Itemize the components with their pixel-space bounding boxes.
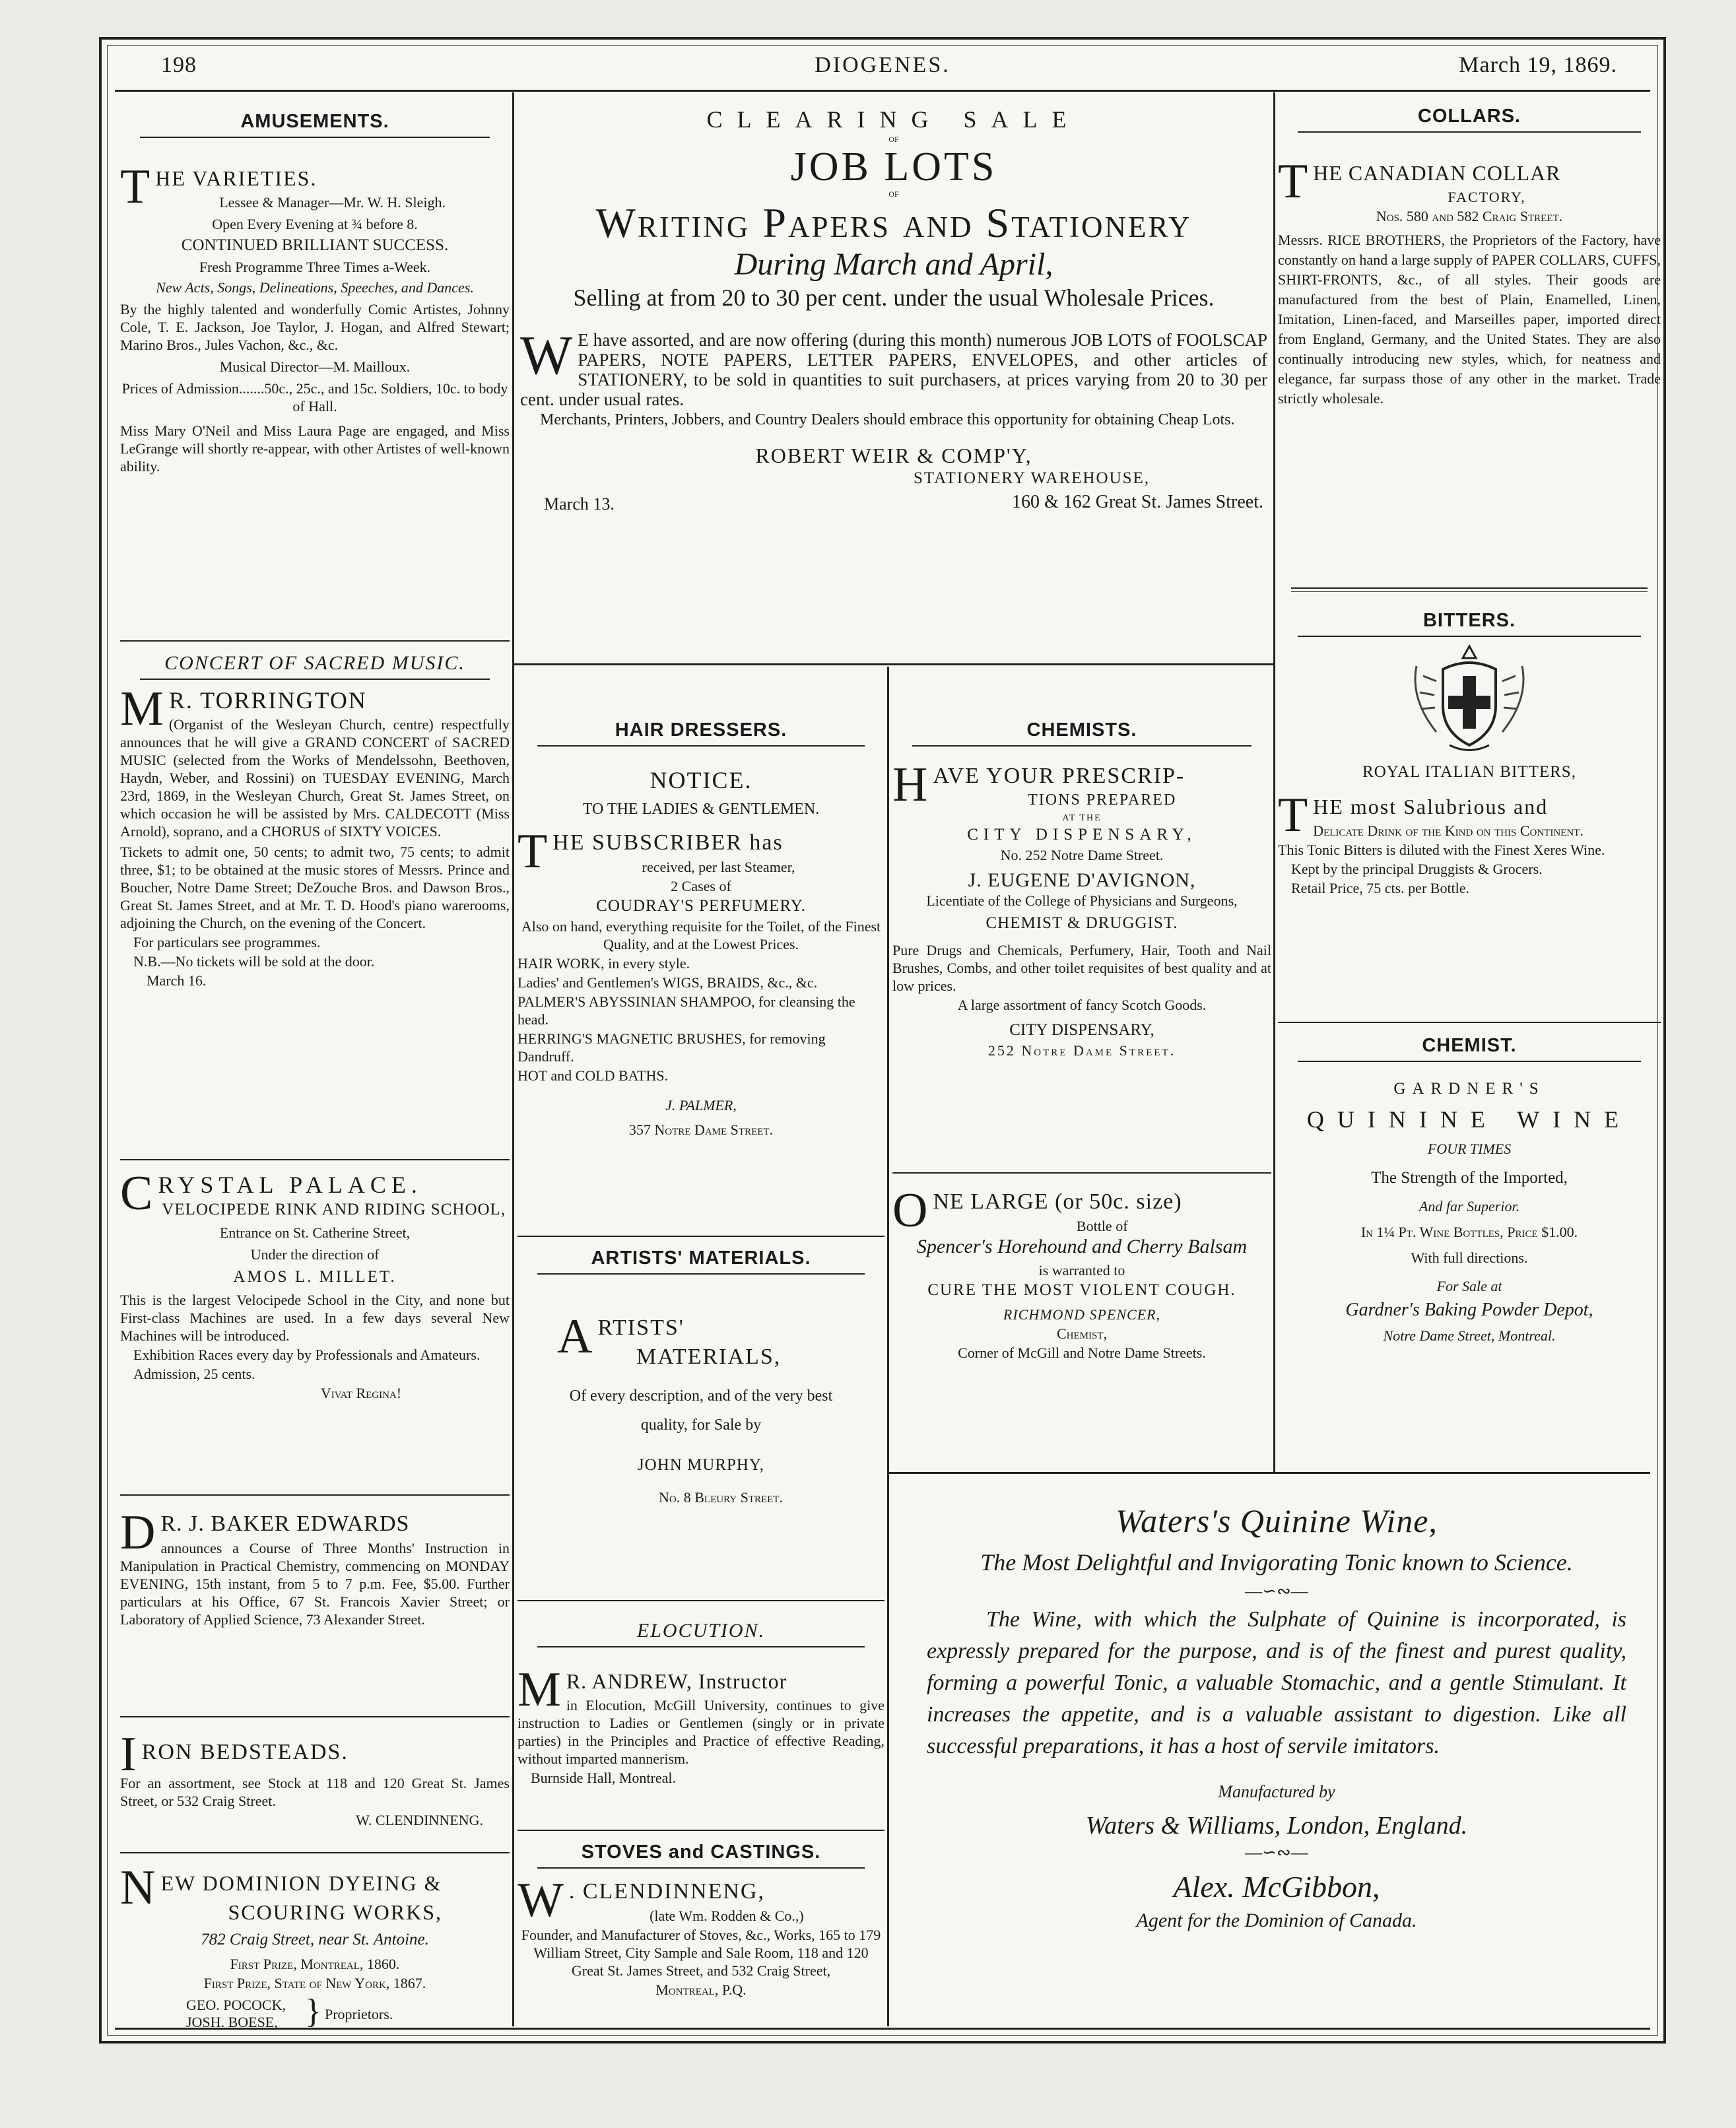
drop-cap: I bbox=[120, 1727, 137, 1781]
clearing-sale-rule bbox=[514, 663, 1273, 665]
hair-cases: 2 Cases of bbox=[671, 878, 731, 894]
concert-body: (Organist of the Wesleyan Church, centre) respectfully announces that he will give a GRAND CONCERT of SACRED MUSIC (selected from the Works of Mendelssohn, Beethoven, Haydn, Weber, and Rossini) on TUESDAY EVENING, March 23rd, 1869, in the Wesleyan Church, Great St. James Street, on which occasion he will be assisted by Mrs. CALDECOTT (Miss Arnold), soprano, and a CHORUS of SIXTY VOICES. bbox=[120, 716, 510, 840]
divider bbox=[517, 1600, 885, 1601]
drop-cap: D bbox=[120, 1506, 156, 1560]
column-rule-3 bbox=[887, 667, 889, 2026]
clearing-address: 160 & 162 Great St. James Street. bbox=[1011, 492, 1263, 512]
clearing-date: March 13. bbox=[544, 494, 615, 514]
hair-name: J. PALMER, bbox=[665, 1097, 737, 1114]
waters-body: The Wine, with which the Sulphate of Quinine is incorporated, is expressly prepared for the purpose, and is of the finest and purest quality, forming a powerful Tonic, a valuable Stomachic, and a gentle Stimulant. It increases the appetite, and is a valuable assistant to digestion. Like all successful preparations, it has a host of servile imitators. bbox=[927, 1607, 1626, 1758]
issue-date: March 19, 1869. bbox=[1459, 53, 1617, 77]
chemist-depot: Gardner's Baking Powder Depot, bbox=[1345, 1300, 1593, 1320]
crystal-races: Exhibition Races every day by Professionals and Amateurs. bbox=[133, 1347, 481, 1363]
concert-title: R. TORRINGTON bbox=[168, 687, 367, 714]
brace-glyph: } bbox=[305, 1993, 321, 2030]
concert-nb: N.B.—No tickets will be sold at the door. bbox=[133, 953, 375, 970]
clearing-line-3: Writing Papers and Stationery bbox=[595, 199, 1192, 246]
drop-cap: T bbox=[120, 160, 150, 214]
hair-address: 357 Notre Dame Street. bbox=[628, 1121, 774, 1138]
waters-agent-of: Agent for the Dominion of Canada. bbox=[1136, 1910, 1417, 1931]
clearing-warehouse: STATIONERY WAREHOUSE, bbox=[914, 469, 1151, 487]
varieties-prices: Prices of Admission.......50c., 25c., and 15c. Soldiers, 10c. to body of Hall. bbox=[121, 380, 508, 415]
chemist-directions: With full directions. bbox=[1411, 1249, 1528, 1266]
hair-dressers-section bbox=[517, 667, 885, 1228]
drop-cap: W bbox=[517, 1873, 564, 1927]
divider bbox=[120, 1852, 510, 1853]
chemists-title: AVE YOUR PRESCRIP- bbox=[933, 764, 1185, 788]
drop-cap: T bbox=[517, 824, 548, 879]
artists-title-1: RTISTS' bbox=[597, 1315, 684, 1340]
chemists-no: No. 252 Notre Dame Street. bbox=[1000, 847, 1164, 863]
waters-title: Waters's Quinine Wine, bbox=[1116, 1502, 1438, 1539]
artists-name: JOHN MURPHY, bbox=[637, 1456, 765, 1474]
divider bbox=[1291, 587, 1648, 589]
dyeing-prize-2: First Prize, State of New York, 1867. bbox=[203, 1975, 426, 1991]
chemist-gardner: GARDNER'S bbox=[1393, 1080, 1545, 1098]
chemists-licentiate: Licentiate of the College of Physicians and Surgeons, bbox=[926, 892, 1238, 909]
artists-materials-section bbox=[517, 1238, 885, 1597]
proprietor-1: GEO. POCOCK, bbox=[186, 1997, 286, 2013]
baker-title: R. J. BAKER EDWARDS bbox=[160, 1512, 410, 1536]
chemist-sale: For Sale at bbox=[1436, 1278, 1502, 1294]
drop-cap: N bbox=[120, 1861, 156, 1915]
divider bbox=[1298, 1061, 1641, 1062]
artists-title-2: MATERIALS, bbox=[636, 1345, 782, 1369]
collars-nos: Nos. 580 and 582 Craig Street. bbox=[1376, 208, 1563, 224]
proprietors-label: Proprietors. bbox=[325, 2006, 393, 2022]
stoves-city: Montreal, P.Q. bbox=[655, 1981, 747, 1998]
concert-date: March 16. bbox=[147, 972, 207, 989]
artists-heading: ARTISTS' MATERIALS. bbox=[591, 1247, 811, 1269]
hair-brushes: HERRING'S MAGNETIC BRUSHES, for removing Dandruff. bbox=[517, 1030, 826, 1065]
divider bbox=[537, 1867, 865, 1869]
chemists-chemist: CHEMIST & DRUGGIST. bbox=[985, 914, 1178, 932]
hair-wigs: Ladies' and Gentlemen's WIGS, BRAIDS, &c., &c. bbox=[517, 974, 818, 991]
bitters-kept: Kept by the principal Druggists & Grocers. bbox=[1291, 861, 1543, 877]
stoves-body: Founder, and Manufacturer of Stoves, &c., Works, 165 to 179 William Street, City Sample and Sale Room, 118 and 120 Great St. James Street, and 532 Craig Street, bbox=[521, 1927, 881, 1979]
stoves-section bbox=[517, 1832, 885, 2024]
divider bbox=[140, 679, 490, 680]
clearing-footer bbox=[517, 489, 1270, 515]
divider bbox=[1278, 1022, 1661, 1023]
artists-address: No. 8 Bleury Street. bbox=[659, 1489, 783, 1506]
iron-name: W. CLENDINNENG. bbox=[356, 1812, 483, 1828]
chemist-section bbox=[1278, 1024, 1661, 1471]
collars-heading: COLLARS. bbox=[1417, 106, 1521, 127]
varieties-programme: Fresh Programme Three Times a-Week. bbox=[199, 259, 431, 275]
drop-cap: C bbox=[120, 1166, 153, 1220]
elocution-heading: ELOCUTION. bbox=[636, 1620, 766, 1642]
divider bbox=[517, 1830, 885, 1831]
hair-received: received, per last Steamer, bbox=[642, 859, 795, 875]
concert-heading: CONCERT OF SACRED MUSIC. bbox=[164, 652, 465, 674]
hair-title: HE SUBSCRIBER has bbox=[552, 830, 784, 855]
collars-title: HE CANADIAN COLLAR bbox=[1313, 161, 1561, 185]
iron-bedsteads-section bbox=[120, 1719, 510, 1851]
masthead-title: DIOGENES. bbox=[815, 53, 951, 77]
hair-shampoo: PALMER'S ABYSSINIAN SHAMPOO, for cleansing the head. bbox=[517, 993, 855, 1028]
divider bbox=[1298, 636, 1641, 637]
stoves-late: (late Wm. Rodden & Co.,) bbox=[650, 1908, 804, 1924]
amusements-section bbox=[120, 95, 510, 623]
proprietor-2: JOSH. BOESE, bbox=[186, 2014, 278, 2030]
ornament: —∽∾— bbox=[1245, 1843, 1308, 1862]
divider bbox=[1298, 131, 1641, 133]
waters-agent: Alex. McGibbon, bbox=[1173, 1870, 1380, 1904]
waters-sub: The Most Delightful and Invigorating Tonic known to Science. bbox=[980, 1549, 1573, 1576]
drop-cap: M bbox=[120, 682, 164, 736]
concert-section bbox=[120, 643, 510, 1158]
varieties-title: HE VARIETIES. bbox=[155, 166, 317, 190]
waters-section bbox=[894, 1476, 1659, 2024]
dyeing-section bbox=[120, 1855, 510, 2030]
dyeing-address: 782 Craig Street, near St. Antoine. bbox=[201, 1931, 429, 1948]
chemists-scotch: A large assortment of fancy Scotch Goods. bbox=[957, 997, 1207, 1013]
waters-made: Manufactured by bbox=[1218, 1782, 1335, 1801]
spencer-name: RICHMOND SPENCER, bbox=[1003, 1306, 1161, 1323]
crystal-name: AMOS L. MILLET. bbox=[233, 1268, 397, 1286]
clearing-body: E have assorted, and are now offering (during this month) numerous JOB LOTS of FOOLSCAP PAPERS, NOTE PAPERS, LETTER PAPERS, ENVELOPES, and other articles of STATIONERY, to be sold in quantities to suit purchasers, at prices varying from 20 to 30 per cent. under usual rates. bbox=[520, 330, 1267, 409]
drop-cap: H bbox=[892, 758, 928, 812]
bitters-heading: BITTERS. bbox=[1422, 610, 1516, 631]
drop-cap: W bbox=[520, 325, 573, 386]
baker-edwards-section bbox=[120, 1497, 510, 1715]
dyeing-title2: SCOURING WORKS, bbox=[228, 1900, 442, 1924]
varieties-acts: New Acts, Songs, Delineations, Speeches, and Dances. bbox=[156, 279, 474, 296]
column-1 bbox=[120, 95, 510, 2030]
bitters-title: HE most Salubrious and bbox=[1313, 795, 1549, 818]
crystal-under: Under the direction of bbox=[250, 1246, 380, 1263]
clearing-line-2: JOB LOTS bbox=[790, 145, 997, 189]
clearing-of-2: OF bbox=[888, 189, 899, 199]
page-header bbox=[121, 46, 1644, 83]
clearing-body-2: Merchants, Printers, Jobbers, and Country Dealers should embrace this opportunity for obtaining Cheap Lots. bbox=[540, 411, 1235, 428]
crystal-body: This is the largest Velocipede School in the City, and none but First-class Machines are used. In a few days several New Machines will be introduced. bbox=[120, 1292, 510, 1344]
chemists-dispensary: CITY DISPENSARY, bbox=[967, 826, 1197, 844]
chemist-bottles: In 1¼ Pt. Wine Bottles, Price $1.00. bbox=[1360, 1224, 1578, 1240]
crystal-title: RYSTAL PALACE. bbox=[158, 1172, 422, 1198]
dyeing-title: EW DOMINION DYEING & bbox=[160, 1871, 442, 1895]
ornament: —∽∾— bbox=[1245, 1581, 1308, 1601]
clearing-sale-section bbox=[517, 95, 1270, 660]
crystal-vivat: Vivat Regina! bbox=[320, 1385, 402, 1401]
drop-cap: O bbox=[892, 1183, 928, 1238]
varieties-misses: Miss Mary O'Neil and Miss Laura Page are engaged, and Miss LeGrange will shortly re-appear, with other Artistes of well-known ability. bbox=[120, 422, 510, 475]
varieties-lessee: Lessee & Manager—Mr. W. H. Sleigh. bbox=[219, 194, 446, 211]
spencer-section bbox=[892, 1175, 1271, 1469]
dyeing-proprietors bbox=[120, 1995, 510, 2033]
hair-baths: HOT and COLD BATHS. bbox=[517, 1067, 669, 1084]
elocution-address: Burnside Hall, Montreal. bbox=[531, 1770, 676, 1786]
spencer-address: Corner of McGill and Notre Dame Streets. bbox=[958, 1345, 1206, 1361]
spencer-warranted: is warranted to bbox=[1038, 1262, 1125, 1279]
elocution-body: in Elocution, McGill University, continues to give instruction to Ladies or Gentlemen (singly or in private parties) in the Principles and Practice of effective Reading, without imparted mannerism. bbox=[517, 1697, 885, 1767]
crystal-sub: VELOCIPEDE RINK AND RIDING SCHOOL, bbox=[162, 1201, 506, 1218]
crystal-admission: Admission, 25 cents. bbox=[133, 1366, 255, 1382]
drop-cap: T bbox=[1278, 788, 1308, 842]
column-rule-2 bbox=[1273, 92, 1275, 1472]
drop-cap: T bbox=[1278, 154, 1308, 209]
spencer-title: NE LARGE (or 50c. size) bbox=[933, 1189, 1182, 1214]
concert-tickets: Tickets to admit one, 50 cents; to admit two, 75 cents; to admit three, $1; to be obtained at the music stores of Messrs. Prince and Boucher, Notre Dame Street; DeZouche Bros. and Dawson Bros., Great St. James Street, and at Mr. T. D. Hood's piano warerooms, adjoining the Church, on the evening of the Concert. bbox=[120, 844, 510, 931]
bitters-body: This Tonic Bitters is diluted with the Finest Xeres Wine. bbox=[1278, 842, 1605, 858]
chemist-superior: And far Superior. bbox=[1419, 1198, 1520, 1214]
divider bbox=[912, 745, 1252, 747]
spencer-chemist: Chemist, bbox=[1056, 1325, 1107, 1342]
varieties-open: Open Every Evening at ¾ before 8. bbox=[212, 216, 418, 232]
bitters-retail: Retail Price, 75 cts. per Bottle. bbox=[1291, 880, 1470, 896]
varieties-director: Musical Director—M. Mailloux. bbox=[219, 358, 411, 375]
iron-title: RON BEDSTEADS. bbox=[141, 1740, 349, 1764]
divider bbox=[140, 137, 490, 138]
divider bbox=[537, 1273, 865, 1275]
elocution-section bbox=[517, 1603, 885, 1827]
collars-title-2: FACTORY, bbox=[1448, 189, 1526, 205]
divider bbox=[517, 1236, 885, 1237]
clearing-of: OF bbox=[888, 135, 899, 144]
chemists-dispensary-2: CITY DISPENSARY, bbox=[1009, 1021, 1154, 1039]
hair-heading: HAIR DRESSERS. bbox=[615, 719, 787, 741]
chemist-four: FOUR TIMES bbox=[1427, 1141, 1512, 1157]
royal-crest-icon bbox=[1403, 640, 1535, 758]
column-rule-1 bbox=[512, 92, 514, 2026]
baker-body: announces a Course of Three Months' Instruction in Manipulation in Practical Chemistry, commencing on MONDAY EVENING, 15th instant, from 5 to 7 p.m. Fee, $5.00. Further particulars at his Office, 67 St. Francois Xavier Street; or Laboratory of Applied Science, 73 Alexander Street. bbox=[120, 1540, 510, 1628]
spencer-cure: CURE THE MOST VIOLENT COUGH. bbox=[927, 1281, 1236, 1299]
concert-particulars: For particulars see programmes. bbox=[133, 934, 321, 950]
spencer-balsam: Spencer's Horehound and Cherry Balsam bbox=[916, 1236, 1248, 1257]
drop-cap: M bbox=[517, 1663, 561, 1717]
divider bbox=[120, 640, 510, 642]
hair-perfumery: COUDRAY'S PERFUMERY. bbox=[596, 897, 806, 915]
bitters-sub: Delicate Drink of the Kind on this Continent. bbox=[1313, 822, 1584, 839]
dyeing-prize-1: First Prize, Montreal, 1860. bbox=[230, 1956, 400, 1972]
collars-section bbox=[1278, 95, 1661, 583]
varieties-artistes: By the highly talented and wonderfully Comic Artistes, Johnny Cole, T. E. Jackson, Joe Taylor, J. Hogan, and Alfred Stewart; Marino Bros., Jules Vachon, &c., &c. bbox=[120, 301, 510, 353]
artists-body: Of every description, and of the very best quality, for Sale by bbox=[569, 1387, 833, 1434]
divider bbox=[537, 1646, 865, 1647]
hair-also: Also on hand, everything requisite for the Toilet, of the Finest Quality, and at the Lowest Prices. bbox=[521, 918, 881, 952]
clearing-line-4: During March and April, bbox=[734, 247, 1053, 282]
chemist-street: Notre Dame Street, Montreal. bbox=[1383, 1327, 1556, 1344]
iron-body: For an assortment, see Stock at 118 and 120 Great St. James Street, or 532 Craig Street. bbox=[120, 1775, 510, 1809]
crystal-palace-section bbox=[120, 1162, 510, 1492]
spencer-bottle: Bottle of bbox=[1076, 1218, 1128, 1234]
column-3 bbox=[892, 667, 1271, 1469]
page-number: 198 bbox=[161, 53, 197, 77]
column-4 bbox=[1278, 95, 1661, 1471]
chemist-strength: The Strength of the Imported, bbox=[1371, 1169, 1568, 1187]
column-2 bbox=[517, 667, 885, 2026]
bitters-name: ROYAL ITALIAN BITTERS, bbox=[1362, 763, 1576, 781]
divider bbox=[120, 1159, 510, 1160]
chemist-heading: CHEMIST. bbox=[1422, 1035, 1517, 1056]
clearing-line-5: Selling at from 20 to 30 per cent. under the usual Wholesale Prices. bbox=[573, 284, 1215, 311]
chemists-heading: CHEMISTS. bbox=[1026, 719, 1137, 741]
clearing-line-1: CLEARING SALE bbox=[706, 106, 1081, 133]
hair-notice: NOTICE. bbox=[650, 767, 752, 793]
chemists-body: Pure Drugs and Chemicals, Perfumery, Hair, Tooth and Nail Brushes, Combs, and other toilet requisites of best quality and at low prices. bbox=[892, 942, 1271, 994]
divider bbox=[537, 745, 865, 747]
hair-to: TO THE LADIES & GENTLEMEN. bbox=[582, 801, 820, 818]
divider bbox=[120, 1716, 510, 1717]
bottom-rule bbox=[115, 2028, 1650, 2030]
hair-work: HAIR WORK, in every style. bbox=[517, 955, 690, 972]
clearing-firm: ROBERT WEIR & COMP'Y, bbox=[755, 444, 1032, 467]
divider bbox=[120, 1494, 510, 1496]
waters-maker: Waters & Williams, London, England. bbox=[1085, 1812, 1468, 1840]
crystal-entrance: Entrance on St. Catherine Street, bbox=[219, 1224, 411, 1241]
elocution-title: R. ANDREW, Instructor bbox=[566, 1669, 787, 1693]
chemist-wine: QUININE WINE bbox=[1306, 1106, 1632, 1133]
divider bbox=[892, 1172, 1271, 1174]
header-rule bbox=[115, 90, 1650, 92]
newspaper-page bbox=[99, 37, 1666, 2044]
drop-cap: A bbox=[557, 1310, 593, 1364]
chemists-title-2: TIONS PREPARED bbox=[1028, 791, 1177, 809]
divider bbox=[1291, 591, 1648, 592]
chemists-section bbox=[892, 667, 1271, 1162]
chemists-at: AT THE bbox=[1062, 813, 1102, 823]
chemists-name: J. EUGENE D'AVIGNON, bbox=[968, 869, 1196, 891]
amusements-heading: AMUSEMENTS. bbox=[240, 111, 389, 132]
stoves-title: . CLENDINNENG, bbox=[568, 1879, 765, 1904]
collars-body: Messrs. RICE BROTHERS, the Proprietors of the Factory, have constantly on hand a large supply of PAPER COLLARS, CUFFS, SHIRT-FRONTS, &c., of all styles. Their goods are manufactured from the best of Plain, Enamelled, Linen, Imitation, Linen-faced, and Marseilles paper, imported direct from England, Germany, and the United States. They are also continually introducing new styles, which, for neatness and elegance, far surpass those of any other in the market. Trade strictly wholesale. bbox=[1278, 232, 1661, 407]
stoves-heading: STOVES and CASTINGS. bbox=[581, 1842, 821, 1863]
varieties-success: CONTINUED BRILLIANT SUCCESS. bbox=[181, 236, 449, 254]
waters-top-rule bbox=[889, 1472, 1650, 1474]
chemists-address: 252 Notre Dame Street. bbox=[987, 1042, 1176, 1059]
bitters-section bbox=[1278, 597, 1661, 1019]
